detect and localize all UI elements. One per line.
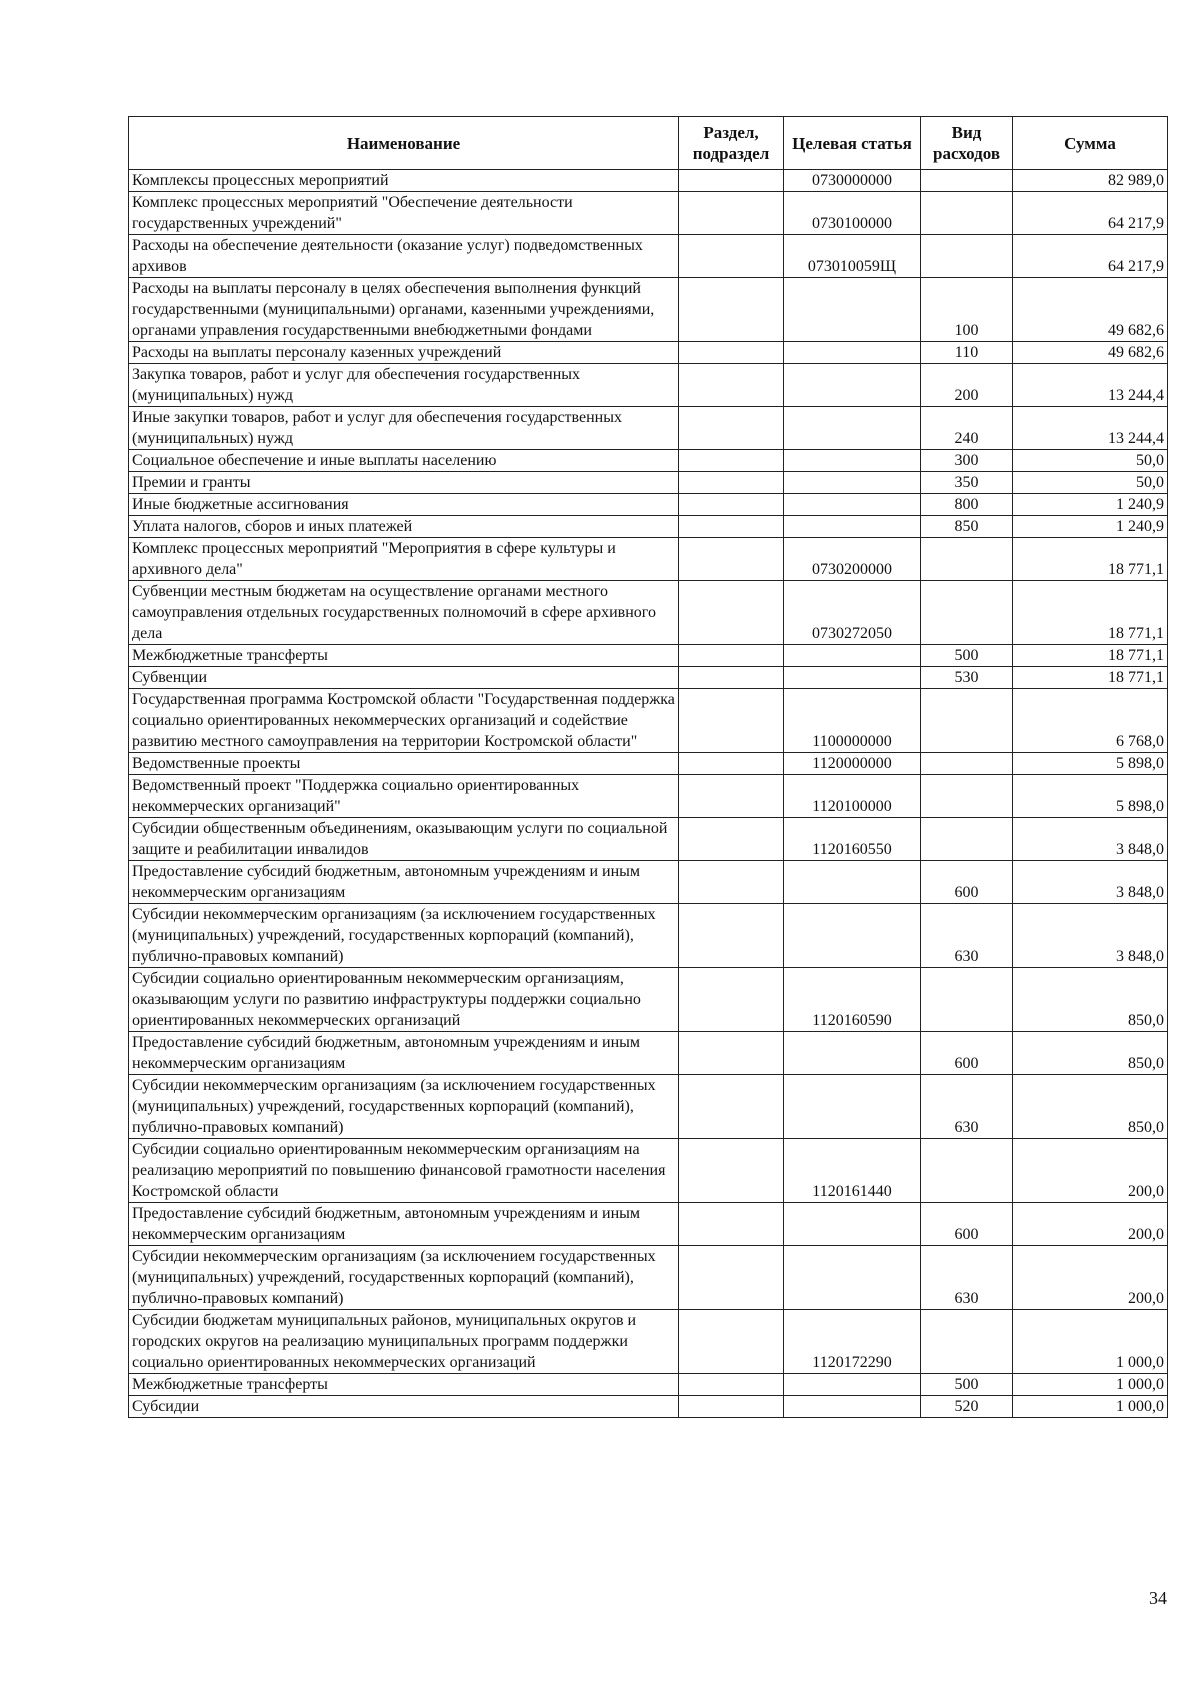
row-section (679, 1203, 784, 1246)
row-section (679, 775, 784, 818)
row-target-code: 1120160590 (784, 968, 921, 1032)
row-expense-type (921, 192, 1013, 235)
row-section (679, 968, 784, 1032)
row-section (679, 278, 784, 342)
row-name: Расходы на обеспечение деятельности (оказание услуг) подведомственных архивов (129, 235, 679, 278)
row-name: Комплекс процессных мероприятий "Мероприятия в сфере культуры и архивного дела" (129, 538, 679, 581)
row-sum: 200,0 (1013, 1246, 1168, 1310)
row-section (679, 861, 784, 904)
row-section (679, 818, 784, 861)
table-header (129, 117, 1168, 170)
table-row (129, 1075, 1168, 1139)
row-name: Субвенции местным бюджетам на осуществление органами местного самоуправления отдельных государственных полномочий в сфере архивного дела (129, 581, 679, 645)
row-target-code: 1120160550 (784, 818, 921, 861)
row-sum: 82 989,0 (1013, 170, 1168, 192)
table-row (129, 753, 1168, 775)
row-section (679, 192, 784, 235)
row-target-code (784, 450, 921, 472)
table-row (129, 1310, 1168, 1374)
row-expense-type (921, 775, 1013, 818)
row-expense-type: 600 (921, 861, 1013, 904)
header-name: Наименование (129, 117, 679, 170)
table-row (129, 1246, 1168, 1310)
table-row (129, 170, 1168, 192)
table-row (129, 645, 1168, 667)
row-sum: 13 244,4 (1013, 364, 1168, 407)
table-row (129, 407, 1168, 450)
row-section (679, 364, 784, 407)
row-sum: 50,0 (1013, 472, 1168, 494)
row-name: Субсидии общественным объединениям, оказывающим услуги по социальной защите и реабилитации инвалидов (129, 818, 679, 861)
table-row (129, 861, 1168, 904)
table-row (129, 364, 1168, 407)
table-body (129, 170, 1168, 1418)
row-section (679, 1310, 784, 1374)
row-expense-type: 600 (921, 1203, 1013, 1246)
row-name: Ведомственный проект "Поддержка социально ориентированных некоммерческих организаций" (129, 775, 679, 818)
row-target-code: 1120161440 (784, 1139, 921, 1203)
row-name: Субсидии некоммерческим организациям (за исключением государственных (муниципальных) учреждений, государственных корпораций (компаний), публично-правовых компаний) (129, 1246, 679, 1310)
row-expense-type (921, 538, 1013, 581)
row-section (679, 407, 784, 450)
row-sum: 49 682,6 (1013, 342, 1168, 364)
row-section (679, 689, 784, 753)
row-target-code: 1120100000 (784, 775, 921, 818)
row-section (679, 1032, 784, 1075)
header-expense-type: Вид расходов (921, 117, 1013, 170)
row-sum: 6 768,0 (1013, 689, 1168, 753)
table-row (129, 1139, 1168, 1203)
row-sum: 18 771,1 (1013, 667, 1168, 689)
row-name: Закупка товаров, работ и услуг для обеспечения государственных (муниципальных) нужд (129, 364, 679, 407)
row-section (679, 645, 784, 667)
row-expense-type: 500 (921, 645, 1013, 667)
row-sum: 49 682,6 (1013, 278, 1168, 342)
row-expense-type: 200 (921, 364, 1013, 407)
row-target-code: 1120000000 (784, 753, 921, 775)
row-section (679, 753, 784, 775)
row-name: Субсидии (129, 1396, 679, 1418)
row-sum: 3 848,0 (1013, 818, 1168, 861)
table-row (129, 235, 1168, 278)
row-section (679, 1246, 784, 1310)
table-row (129, 904, 1168, 968)
row-sum: 18 771,1 (1013, 581, 1168, 645)
row-target-code (784, 1203, 921, 1246)
row-section (679, 1374, 784, 1396)
row-name: Расходы на выплаты персоналу в целях обеспечения выполнения функций государственными (муниципальными) органами, казенными учреждениями, органами управления государственными внебюджетными фондами (129, 278, 679, 342)
row-target-code (784, 904, 921, 968)
row-target-code (784, 342, 921, 364)
row-name: Межбюджетные трансферты (129, 1374, 679, 1396)
row-target-code: 1100000000 (784, 689, 921, 753)
row-sum: 64 217,9 (1013, 235, 1168, 278)
row-target-code: 0730000000 (784, 170, 921, 192)
row-target-code (784, 1032, 921, 1075)
row-name: Субсидии социально ориентированным некоммерческим организациям, оказывающим услуги по развитию инфраструктуры поддержки социально ориентированных некоммерческих организаций (129, 968, 679, 1032)
row-name: Субсидии бюджетам муниципальных районов, муниципальных округов и городских округов на реализацию муниципальных программ поддержки социально ориентированных некоммерческих организаций (129, 1310, 679, 1374)
row-expense-type: 500 (921, 1374, 1013, 1396)
row-expense-type: 110 (921, 342, 1013, 364)
row-target-code (784, 667, 921, 689)
row-section (679, 170, 784, 192)
row-section (679, 667, 784, 689)
table-row (129, 472, 1168, 494)
row-target-code: 0730100000 (784, 192, 921, 235)
row-expense-type: 600 (921, 1032, 1013, 1075)
row-sum: 13 244,4 (1013, 407, 1168, 450)
row-target-code (784, 861, 921, 904)
table-row (129, 450, 1168, 472)
row-expense-type (921, 689, 1013, 753)
row-target-code (784, 1246, 921, 1310)
row-sum: 50,0 (1013, 450, 1168, 472)
row-sum: 1 240,9 (1013, 516, 1168, 538)
row-name: Субсидии некоммерческим организациям (за исключением государственных (муниципальных) учреждений, государственных корпораций (компаний), публично-правовых компаний) (129, 1075, 679, 1139)
table-row (129, 968, 1168, 1032)
row-section (679, 581, 784, 645)
row-sum: 3 848,0 (1013, 861, 1168, 904)
table-row (129, 581, 1168, 645)
row-sum: 5 898,0 (1013, 753, 1168, 775)
row-name: Иные бюджетные ассигнования (129, 494, 679, 516)
row-name: Премии и гранты (129, 472, 679, 494)
row-target-code (784, 1396, 921, 1418)
table-row (129, 1396, 1168, 1418)
row-sum: 3 848,0 (1013, 904, 1168, 968)
row-expense-type (921, 968, 1013, 1032)
row-sum: 18 771,1 (1013, 645, 1168, 667)
row-sum: 1 240,9 (1013, 494, 1168, 516)
row-sum: 1 000,0 (1013, 1396, 1168, 1418)
row-target-code (784, 278, 921, 342)
row-expense-type: 350 (921, 472, 1013, 494)
table-row (129, 538, 1168, 581)
table-row (129, 689, 1168, 753)
row-name: Межбюджетные трансферты (129, 645, 679, 667)
header-row (129, 117, 1168, 170)
row-name: Государственная программа Костромской области "Государственная поддержка социально ориентированных некоммерческих организаций и содействие развитию местного самоуправления на территории Костромской области" (129, 689, 679, 753)
table-row (129, 342, 1168, 364)
row-name: Социальное обеспечение и иные выплаты населению (129, 450, 679, 472)
row-target-code (784, 1374, 921, 1396)
row-target-code (784, 516, 921, 538)
row-name: Комплексы процессных мероприятий (129, 170, 679, 192)
row-expense-type (921, 1310, 1013, 1374)
table-row (129, 494, 1168, 516)
row-section (679, 904, 784, 968)
row-target-code: 0730272050 (784, 581, 921, 645)
row-expense-type (921, 753, 1013, 775)
table-row (129, 192, 1168, 235)
row-section (679, 1396, 784, 1418)
row-expense-type: 850 (921, 516, 1013, 538)
row-name: Иные закупки товаров, работ и услуг для обеспечения государственных (муниципальных) нужд (129, 407, 679, 450)
row-expense-type: 520 (921, 1396, 1013, 1418)
row-sum: 850,0 (1013, 1032, 1168, 1075)
row-expense-type: 630 (921, 1075, 1013, 1139)
row-target-code (784, 407, 921, 450)
table-row (129, 1374, 1168, 1396)
row-section (679, 235, 784, 278)
table-row (129, 1032, 1168, 1075)
row-target-code (784, 472, 921, 494)
row-expense-type (921, 581, 1013, 645)
row-expense-type (921, 235, 1013, 278)
row-name: Комплекс процессных мероприятий "Обеспечение деятельности государственных учреждений" (129, 192, 679, 235)
row-section (679, 494, 784, 516)
row-section (679, 538, 784, 581)
header-sum: Сумма (1013, 117, 1168, 170)
row-sum: 5 898,0 (1013, 775, 1168, 818)
row-expense-type (921, 1139, 1013, 1203)
row-target-code (784, 645, 921, 667)
row-section (679, 1075, 784, 1139)
row-section (679, 342, 784, 364)
budget-table (128, 116, 1168, 1418)
row-section (679, 516, 784, 538)
row-sum: 1 000,0 (1013, 1310, 1168, 1374)
row-expense-type: 630 (921, 904, 1013, 968)
row-sum: 850,0 (1013, 968, 1168, 1032)
table-row (129, 775, 1168, 818)
table-row (129, 667, 1168, 689)
table-row (129, 278, 1168, 342)
row-target-code: 0730200000 (784, 538, 921, 581)
row-name: Предоставление субсидий бюджетным, автономным учреждениям и иным некоммерческим организациям (129, 1032, 679, 1075)
row-expense-type: 300 (921, 450, 1013, 472)
row-expense-type (921, 170, 1013, 192)
row-name: Субсидии социально ориентированным некоммерческим организациям на реализацию мероприятий по повышению финансовой грамотности населения Костромской области (129, 1139, 679, 1203)
row-target-code (784, 494, 921, 516)
table-row (129, 516, 1168, 538)
row-name: Субвенции (129, 667, 679, 689)
row-target-code: 073010059Щ (784, 235, 921, 278)
row-sum: 200,0 (1013, 1139, 1168, 1203)
row-target-code (784, 364, 921, 407)
row-expense-type: 630 (921, 1246, 1013, 1310)
row-sum: 200,0 (1013, 1203, 1168, 1246)
row-target-code: 1120172290 (784, 1310, 921, 1374)
row-sum: 64 217,9 (1013, 192, 1168, 235)
row-expense-type: 240 (921, 407, 1013, 450)
row-expense-type: 100 (921, 278, 1013, 342)
row-section (679, 450, 784, 472)
row-expense-type: 530 (921, 667, 1013, 689)
row-target-code (784, 1075, 921, 1139)
table-row (129, 1203, 1168, 1246)
header-section: Раздел, подраздел (679, 117, 784, 170)
page-number: 34 (1149, 1588, 1167, 1608)
row-expense-type: 800 (921, 494, 1013, 516)
row-section (679, 472, 784, 494)
row-name: Предоставление субсидий бюджетным, автономным учреждениям и иным некоммерческим организациям (129, 1203, 679, 1246)
row-expense-type (921, 818, 1013, 861)
row-name: Субсидии некоммерческим организациям (за исключением государственных (муниципальных) учреждений, государственных корпораций (компаний), публично-правовых компаний) (129, 904, 679, 968)
row-name: Ведомственные проекты (129, 753, 679, 775)
row-sum: 850,0 (1013, 1075, 1168, 1139)
row-name: Предоставление субсидий бюджетным, автономным учреждениям и иным некоммерческим организациям (129, 861, 679, 904)
row-name: Уплата налогов, сборов и иных платежей (129, 516, 679, 538)
row-section (679, 1139, 784, 1203)
row-sum: 18 771,1 (1013, 538, 1168, 581)
row-name: Расходы на выплаты персоналу казенных учреждений (129, 342, 679, 364)
table-row (129, 818, 1168, 861)
row-sum: 1 000,0 (1013, 1374, 1168, 1396)
header-target: Целевая статья (784, 117, 921, 170)
